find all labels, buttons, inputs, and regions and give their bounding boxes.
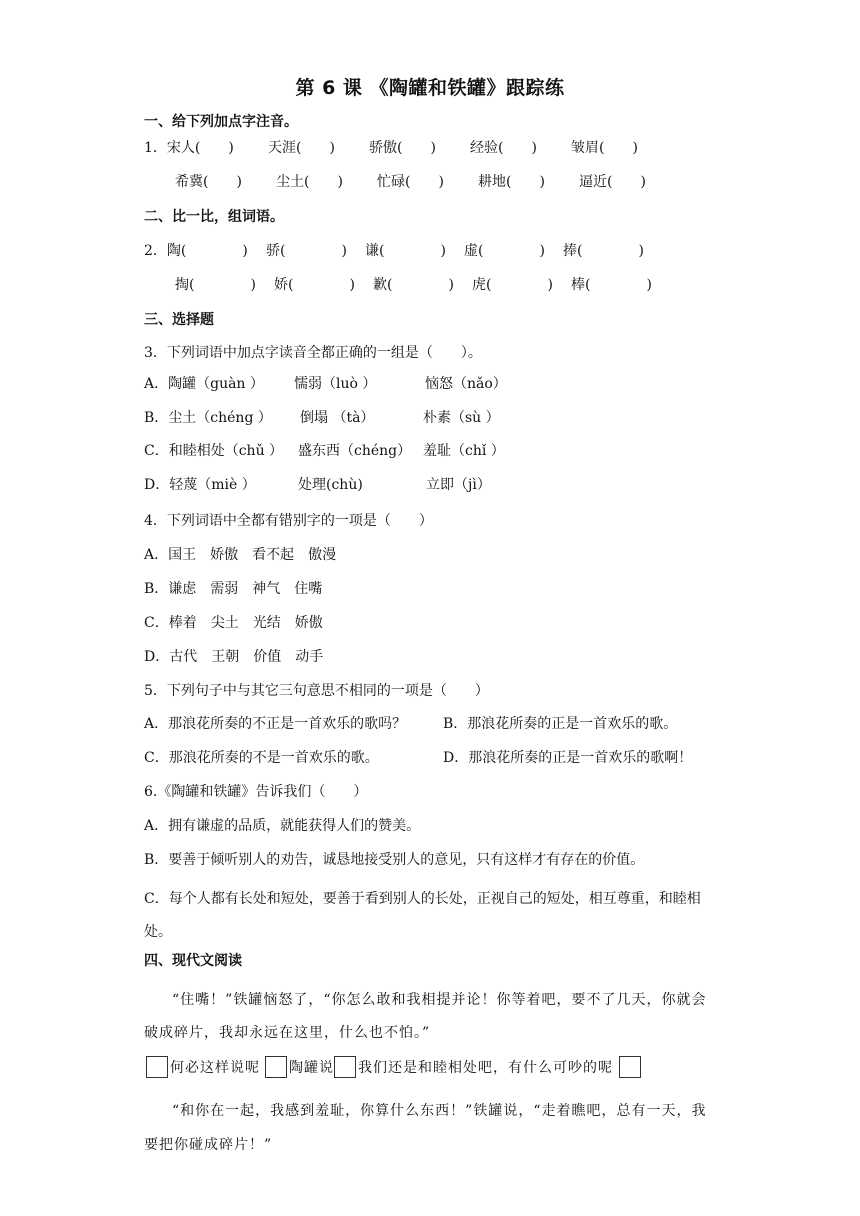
q2-item-10: 棒( )	[571, 277, 652, 293]
q3-option-a-2: 懦弱（luò ）	[294, 376, 377, 392]
q2-item-5: 捧( )	[563, 243, 644, 259]
q1-item-3: 骄傲( )	[369, 140, 436, 156]
q1-item-8: 忙碌( )	[377, 174, 444, 190]
q1-item-1: 1．宋人( )	[144, 140, 234, 156]
reading-paragraph-1: “住嘴！”铁罐恼怒了，“你怎么敢和我相提并论！你等着吧，要不了几天，你就会破成碎片，我却永远在这里，什么也不怕。”	[144, 992, 707, 1041]
q6-option-a: A．拥有谦虚的品质，就能获得人们的赞美。	[144, 818, 421, 834]
q3-option-b-2: 倒塌 （tà）	[300, 410, 375, 426]
section-heading-2: 二、比一比，组词语。	[144, 209, 284, 225]
section-heading-1: 一、给下列加点字注音。	[144, 114, 298, 130]
punctuation-answer-box-4[interactable]	[619, 1056, 641, 1078]
q3-option-a-3: 恼怒（nǎo）	[425, 376, 507, 392]
reading-fragment-2: 陶罐说	[289, 1060, 334, 1076]
reading-paragraph-3: “和你在一起，我感到羞耻，你算什么东西！”铁罐说，“走着瞧吧，总有一天，我要把你碰成碎片！”	[144, 1103, 707, 1153]
page-title: 第 6 课 《陶罐和铁罐》跟踪练	[295, 77, 565, 99]
section-heading-3: 三、选择题	[144, 312, 214, 328]
q3-option-b-1: B．尘土（chéng ）	[144, 410, 272, 426]
q5-stem: 5．下列句子中与其它三句意思不相同的一项是（ ）	[144, 683, 489, 699]
q2-item-6: 掏( )	[175, 277, 256, 293]
q5-option-d: D．那浪花所奏的正是一首欢乐的歌啊！	[443, 750, 693, 766]
q1-item-10: 逼近( )	[579, 174, 646, 190]
reading-fragment-3: 我们还是和睦相处吧，有什么可吵的呢	[358, 1060, 613, 1076]
q3-option-c-1: C．和睦相处（chǔ ）	[144, 443, 284, 459]
q1-item-9: 耕地( )	[478, 174, 545, 190]
q6-stem: 6.《陶罐和铁罐》告诉我们（ ）	[144, 784, 368, 800]
q1-item-7: 尘土( )	[276, 174, 343, 190]
q3-option-a-1: A．陶罐（guàn ）	[144, 376, 264, 392]
section-heading-4: 四、现代文阅读	[144, 953, 242, 969]
q1-item-2: 天涯( )	[268, 140, 335, 156]
punctuation-answer-box-2[interactable]	[265, 1056, 287, 1078]
q6-option-c: C．每个人都有长处和短处，要善于看到别人的长处，正视自己的短处，相互尊重，和睦相处。	[144, 891, 701, 940]
q1-item-4: 经验( )	[470, 140, 537, 156]
q1-item-5: 皱眉( )	[571, 140, 638, 156]
reading-fragment-1: 何必这样说呢	[170, 1060, 260, 1076]
punctuation-answer-box-1[interactable]	[146, 1056, 168, 1078]
q5-option-a: A．那浪花所奏的不正是一首欢乐的歌吗？	[144, 716, 407, 732]
q2-item-8: 歉( )	[373, 277, 454, 293]
q1-item-6: 希冀( )	[175, 174, 242, 190]
q2-item-7: 娇( )	[274, 277, 355, 293]
punctuation-answer-box-3[interactable]	[334, 1056, 356, 1078]
q3-option-c-3: 羞耻（chǐ ）	[423, 443, 505, 459]
q3-stem: 3．下列词语中加点字读音全都正确的一组是（ ）。	[144, 345, 482, 361]
q6-option-b: B．要善于倾听别人的劝告，诚恳地接受别人的意见，只有这样才有存在的价值。	[144, 852, 645, 868]
q3-option-d-3: 立即（jì）	[426, 477, 491, 493]
q2-item-2: 骄( )	[266, 243, 347, 259]
q2-item-3: 谦( )	[365, 243, 446, 259]
q2-item-1: 2．陶( )	[144, 243, 248, 259]
q5-option-c: C．那浪花所奏的不是一首欢乐的歌。	[144, 750, 379, 766]
q2-item-9: 虎( )	[472, 277, 553, 293]
q4-option-b: B．谦虑 需弱 神气 住嘴	[144, 581, 323, 597]
q3-option-c-2: 盛东西（chéng）	[298, 443, 412, 459]
q3-option-d-2: 处理(chù)	[298, 477, 363, 493]
q2-item-4: 虚( )	[464, 243, 545, 259]
q4-option-d: D．古代 王朝 价值 动手	[144, 649, 324, 665]
q5-option-b: B．那浪花所奏的正是一首欢乐的歌。	[443, 716, 678, 732]
q4-stem: 4．下列词语中全都有错别字的一项是（ ）	[144, 513, 433, 529]
q3-option-d-1: D．轻蔑（miè ）	[144, 477, 256, 493]
q4-option-c: C．棒着 尖土 光结 娇傲	[144, 615, 323, 631]
q4-option-a: A．国王 娇傲 看不起 傲漫	[144, 547, 337, 563]
q3-option-b-3: 朴素（sù ）	[423, 410, 500, 426]
